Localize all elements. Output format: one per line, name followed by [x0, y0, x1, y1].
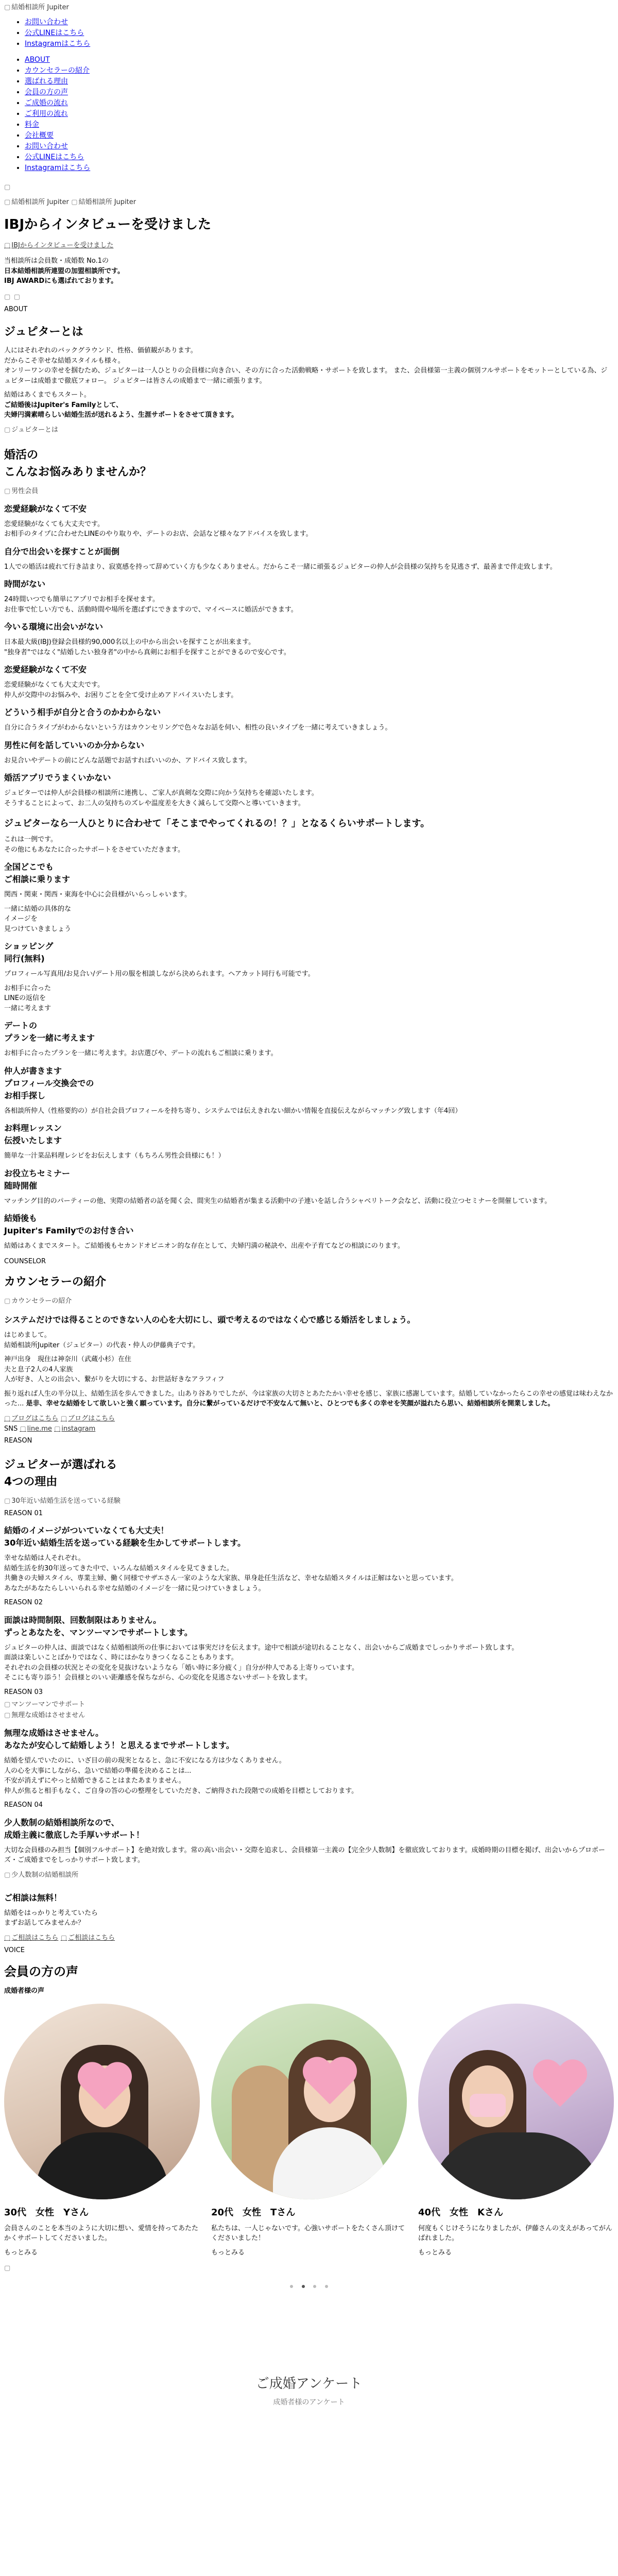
- about-text-2: 結婚はあくまでもスタート。 ご結婚後はJupiter's Familyとして、 夫婦円満素晴らしい結婚生活が送れるよう、生涯サポートをさせて頂きます。: [4, 391, 238, 419]
- support-line: 一緒に結婚の具体的な: [4, 905, 72, 913]
- worry-text: [4, 756, 614, 766]
- voice-more-3[interactable]: もっとみる: [418, 2248, 452, 2257]
- heart-icon: [301, 2058, 358, 2109]
- worry-line: 自分に合うタイプがわからないという方はカウンセリングで色々なお話を伺い、相性の良いタイプを一緒に考えていきましょう。: [4, 724, 392, 732]
- voice-text-2: 私たちは、一人じゃないです。心強いサポートをたくさん頂けてくださいました！: [211, 2224, 405, 2242]
- counselor-title: カウンセラーの紹介: [4, 1276, 107, 1289]
- reason-image: ▢ マンツーマンでサポート: [4, 1700, 85, 1710]
- logo[interactable]: [4, 2, 614, 13]
- worry-line: 恋愛経験がなくても大丈夫です。: [4, 520, 104, 528]
- worry-line: "独身者"ではなく"結婚したい独身者"の中から真剣にお相手を探すことができるので安心です。: [4, 648, 290, 656]
- voice-subtitle: 成婚者様の声: [4, 1987, 45, 1995]
- support-line: イメージを: [4, 915, 38, 923]
- voice-photo-1: [4, 2004, 200, 2199]
- worry-title: 恋愛経験がなくて不安: [4, 665, 87, 674]
- support-title-line: 随時開催: [4, 1180, 38, 1191]
- support-title: [4, 940, 614, 965]
- hero-image-2: ▢ 結婚相談所 Jupiter: [71, 197, 136, 208]
- sns-label: SNS: [4, 1425, 18, 1433]
- nav-flow-marriage[interactable]: ご成婚の流れ: [25, 99, 68, 107]
- support-title-line: プロフィール交換会での: [4, 1078, 94, 1088]
- reason-line: それぞれの会員様の状況とその変化を見抜けないようなら「婚い時に多分疲く」自分が仲人である上寄りっています。: [4, 1664, 358, 1672]
- worry-text: [4, 637, 614, 657]
- voice-photo-1-body: [35, 2132, 169, 2199]
- worry-title: どういう相手が自分と合うのかわからない: [4, 707, 161, 717]
- nav-counselor[interactable]: カウンセラーの紹介: [25, 66, 90, 75]
- support-text: [4, 904, 614, 935]
- counselor-message: 振り返れば人生の半分以上、結婚生活を歩んできました。山あり谷ありでしたが、今は家族の大切さとあたたかい幸せを感じ、家族に感謝しています。結婚していなかったらこの幸せの感覚は味わえなかった... 是非、幸せな結婚をして欲しいと強く願っています。自分に繋がっているだけで不安なんて無いと、ひとつでも多くの幸せを笑顔が溢れたら思い、結婚相談所を開業しました。: [4, 1389, 613, 1408]
- voice-text-3: 何度もくじけそうになりましたが、伊藤さんの支えがあってがんばれました。: [418, 2224, 612, 2242]
- support-text: [4, 1196, 614, 1207]
- support-title: [4, 861, 614, 886]
- support-text: [4, 984, 614, 1014]
- interview-link[interactable]: ▢ IBJからインタビューを受けました: [4, 241, 113, 251]
- support-text: [4, 1151, 614, 1161]
- carousel-dots: [4, 2281, 614, 2292]
- nav-contact[interactable]: お問い合わせ: [25, 142, 68, 150]
- reason-title-line: 結婚のイメージがついていなくても大丈夫！: [4, 1526, 169, 1535]
- blog-link-2[interactable]: ▢ ブログはこちら: [61, 1414, 115, 1424]
- mask-icon: [470, 2094, 506, 2117]
- interview-title: IBJからインタビューを受けました: [4, 217, 212, 232]
- voice-photo-2: [211, 2004, 407, 2199]
- reason-title-line: あなたが安心して結婚しよう！と思えるまでサポートします。: [4, 1740, 234, 1750]
- consult-link-1[interactable]: ▢ ご相談はこちら: [4, 1933, 58, 1943]
- logo-image[interactable]: ▢ 結婚相談所 Jupiter: [4, 3, 69, 13]
- line-icon[interactable]: ▢ line.me: [20, 1424, 52, 1434]
- reason-number: REASON 01: [4, 1509, 43, 1517]
- worries-title: 婚活の こんなお悩みありませんか？: [4, 448, 152, 479]
- reason-number: REASON 02: [4, 1599, 43, 1606]
- carousel-dot-2[interactable]: [302, 2285, 305, 2288]
- support-title: [4, 1212, 614, 1237]
- reason-image: ▢ 30年近い結婚生活を送っている経験: [4, 1496, 121, 1506]
- support-title: [4, 1122, 614, 1147]
- counselor-lead: システムだけでは得ることのできない人の心を大切にし、頭で考えるのではなく心で感じる婚活をしましょう。: [4, 1315, 416, 1325]
- reason-title-line: 無理な成婚はさせません。: [4, 1728, 104, 1738]
- nav-price[interactable]: 料金: [25, 121, 39, 129]
- reason-text: [4, 1643, 614, 1683]
- hero-image: ▢ 結婚相談所 Jupiter: [4, 197, 69, 208]
- reason-line: 共働きの夫婦スタイル、専業主婦、働く同様でサザエさん一家のような大家族、単身赴任生活など、幸せな結婚スタイルは正解はないと思っています。: [4, 1574, 458, 1582]
- reason-number: REASON 03: [4, 1688, 43, 1696]
- nav-reason[interactable]: 選ばれる理由: [25, 77, 68, 86]
- voice-image-small: [4, 2263, 11, 2274]
- about-image-2: [14, 292, 21, 302]
- reason-title-line: 少人数制の結婚相談所なので、: [4, 1817, 119, 1827]
- page: [4, 0, 614, 2408]
- reason-title: ジュピターが選ばれる 4つの理由: [4, 1458, 117, 1488]
- reason-line: ジュピターの仲人は、面談ではなく結婚相談所の仕事においては事実だけを伝えます。途中で相談が途切れることなく、出会いからご成婚までしっかりサポート致します。: [4, 1643, 519, 1652]
- worry-line: 24時間いつでも簡単にアプリでお相手を探せます。: [4, 596, 159, 603]
- heart-icon: [531, 2060, 588, 2112]
- worry-text: [4, 562, 614, 572]
- worry-title: 恋愛経験がなくて不安: [4, 503, 87, 514]
- nav-voice[interactable]: 会員の方の声: [25, 88, 68, 96]
- top-link-line[interactable]: 公式LINEはこちら: [25, 29, 84, 37]
- worry-text: [4, 595, 614, 615]
- support-line: LINEの返信を: [4, 994, 46, 1002]
- support-text: [4, 890, 614, 900]
- top-links: [4, 17, 614, 49]
- reason-title: [4, 1727, 614, 1752]
- worry-line: 仲人が交際中のお悩みや、お困りごとを全て受け止めアドバイスいたします。: [4, 691, 238, 699]
- reason-line: 結婚生活を約30年送ってきた中で、いろんな結婚スタイルを見てきました。: [4, 1564, 234, 1572]
- blog-link-1[interactable]: ▢ ブログはこちら: [4, 1414, 58, 1424]
- reason-text: [4, 1553, 614, 1594]
- free-consult-title: ご相談は無料！: [4, 1892, 62, 1903]
- instagram-icon[interactable]: ▢ instagram: [54, 1424, 95, 1434]
- nav-about[interactable]: ABOUT: [25, 56, 50, 64]
- counselor-profile: 神戸出身 現住は神奈川（武蔵小杉）在住 夫と息子2人の4人家族 人が好き、人との出会い、繋がりを大切にする、お世話好きなアラフィフ: [4, 1355, 225, 1383]
- voice-label: VOICE: [4, 1946, 25, 1954]
- support-title-line: デートの: [4, 1021, 38, 1030]
- support-line: 各相談所仲人（性格要約の）が自社会員プロフィールを持ち寄り、システムでは伝えきれない細かい情報を直接伝えながらマッチング致します（年4回）: [4, 1107, 462, 1115]
- reason-title-line: 面談は時間制限、回数制限はありません。: [4, 1615, 161, 1625]
- worry-line: お仕事で忙しい方でも、活動時間や場所を選ばずにできますので、マイペースに婚活ができます。: [4, 605, 298, 614]
- survey-title: ご成婚アンケート: [255, 2376, 363, 2392]
- heart-icon: [76, 2063, 133, 2114]
- worry-line: 日本最大級(IBJ)登録会員様約90,000名以上の中から出会いを探すことが出来ます。: [4, 638, 255, 646]
- hero-image-small: [4, 182, 11, 193]
- about-image: ▢ ジュピターとは: [4, 425, 58, 435]
- support-text: [4, 1048, 614, 1059]
- reason-text: [4, 1756, 614, 1796]
- support-title-line: Jupiter's Familyでのお付き合い: [4, 1226, 134, 1235]
- voice-card-2[interactable]: [211, 2004, 407, 2258]
- support-list: [4, 861, 614, 1251]
- worry-text: [4, 680, 614, 700]
- worry-title: 婚活アプリでうまくいかない: [4, 773, 111, 783]
- reason-line: 幸せな結婚は人それぞれ。: [4, 1554, 85, 1562]
- worries-image: ▢ 男性会員: [4, 486, 38, 497]
- reason-line: 人の心を大事にしながら、急いで結婚の準備を決めることは...: [4, 1767, 192, 1775]
- counselor-label: COUNSELOR: [4, 1257, 46, 1265]
- reason-image: ▢ 少人数制の結婚相談所: [4, 1870, 78, 1880]
- nav-instagram[interactable]: Instagramはこちら: [25, 164, 91, 172]
- support-title-line: プランを一緒に考えます: [4, 1033, 95, 1043]
- voice-title: 会員の方の声: [4, 1964, 78, 1979]
- reason-line: 面談は楽しいことばかりではなく、時にはかなりきつくなることもあります。: [4, 1654, 238, 1662]
- voice-name-2: 20代 女性 Tさん: [211, 2207, 296, 2218]
- worry-line: ジュピターでは仲人が会員様の相談所に連携し、ご家人が真剣な交際に向かう気持ちを確認いたします。: [4, 789, 318, 797]
- top-link-contact[interactable]: お問い合わせ: [25, 18, 68, 26]
- worry-line: 1人での婚活は疲れて行き詰まり、寂寞感を持って辞めていく方も少なくありません。だからこそ一緒に頑張るジュピターの仲人が会員様の気持ちを見逃さず、最善まで伴走致します。: [4, 563, 557, 571]
- support-title-line: 全国どこでも: [4, 862, 54, 872]
- top-link-instagram[interactable]: Instagramはこちら: [25, 40, 91, 48]
- support-title: [4, 1020, 614, 1044]
- counselor-image: ▢ カウンセラーの紹介: [4, 1296, 72, 1307]
- support-title-line: 同行(無料): [4, 954, 45, 963]
- worry-list: [4, 503, 614, 809]
- nav-company[interactable]: 会社概要: [25, 131, 54, 140]
- support-title-line: お料理レッスン: [4, 1123, 62, 1133]
- support-line: お相手に合った: [4, 984, 52, 992]
- support-title-line: ご相談に乗ります: [4, 874, 71, 884]
- worry-text: [4, 723, 614, 733]
- main-nav: [4, 55, 614, 174]
- reason-number: REASON 04: [4, 1801, 43, 1809]
- reason-label: REASON: [4, 1437, 32, 1445]
- worry-line: 恋愛経験がなくても大丈夫です。: [4, 681, 104, 689]
- support-line: 結婚はあくまでスタート。ご結婚後もセカンドオピニオン的な存在として、夫婦円満の秘訣や、出産や子育てなどの相談にのります。: [4, 1242, 404, 1250]
- support-line: 簡単な一汁菜品料理レシピをお伝えします（もちろん男性会員様にも！）: [4, 1152, 225, 1160]
- support-title-line: ショッピング: [4, 941, 54, 951]
- reason-title: [4, 1524, 614, 1549]
- nav-line[interactable]: 公式LINEはこちら: [25, 153, 84, 161]
- reason-line: 結婚を望んでいたのに、いざ目の前の現実となると、急に不安になる方は少なくありません。: [4, 1757, 286, 1765]
- reason-title-line: 30年近い結婚生活を送っている経験を生かしてサポートします。: [4, 1538, 246, 1548]
- carousel-dot-3[interactable]: [313, 2285, 316, 2288]
- worry-title: 男性に何を話していいのか分からない: [4, 740, 145, 750]
- support-intro: これは一例です。 その他にもあなたに合ったサポートをさせていただきます。: [4, 836, 184, 854]
- support-line: 一緒に考えます: [4, 1004, 52, 1012]
- reason-title-line: 成婚主義に徹底した手厚いサポート！: [4, 1829, 145, 1840]
- voice-more-2[interactable]: もっとみる: [211, 2248, 245, 2257]
- about-title: ジュピターとは: [4, 326, 83, 338]
- voice-name-1: 30代 女性 Yさん: [4, 2207, 89, 2218]
- support-line: 関西・関東・関西・東海を中心に会員様がいらっしゃいます。: [4, 891, 191, 899]
- support-text: [4, 969, 614, 979]
- support-text: [4, 1241, 614, 1251]
- interview-text: 当相談所は会員数・成婚数 No.1の 日本結婚相談所連盟の加盟相談所です。 IBJ AWARDにも選ばれております。: [4, 257, 124, 285]
- voice-more-1[interactable]: もっとみる: [4, 2248, 38, 2257]
- hero: [4, 182, 614, 208]
- support-title-line: 仲人が書きます: [4, 1065, 62, 1076]
- worries-summary: ジュピターなら一人ひとりに合わせて「そこまでやってくれるの！？」となるくらいサポートします。: [4, 818, 430, 829]
- support-line: プロフィール写真用/お見合い/デート用の服を相談しながら決められます。ヘアカット同行も可能です。: [4, 970, 315, 978]
- worry-text: [4, 788, 614, 808]
- reason-title-line: ずっとあなたを、マンツーマンでサポートします。: [4, 1627, 193, 1637]
- voice-card-1[interactable]: [4, 2004, 200, 2258]
- worry-line: お見合いやデートの前にどんな話題でお話すればいいのか、アドバイス致します。: [4, 756, 251, 765]
- reason-image: ▢ 無理な成婚はさせません: [4, 1710, 85, 1721]
- voice-photo-3: [418, 2004, 614, 2199]
- about-image-1: [4, 292, 11, 302]
- reason-title: [4, 1817, 614, 1841]
- worry-title: 時間がない: [4, 579, 46, 589]
- reason-text: [4, 1845, 614, 1866]
- reason-title: [4, 1614, 614, 1639]
- about-text: 人にはそれぞれのバックグラウンド、性格、価値観があります。 だからこそ幸せな結婚スタイルも様々。 オンリーワンの幸せを掴むため、ジュピターは一人ひとりの会員様に向き合い、その方に合った活動戦略・サポートを致します。 また、会員様第一主義の個別フルサポートをモットーとしている為、ジュピターは成婚まで徹底フォロー。 ジュピターは皆さんの成婚まで一緒に頑張ります。: [4, 347, 608, 385]
- support-title-line: お相手探し: [4, 1090, 46, 1100]
- support-title-line: お役立ちセミナー: [4, 1168, 71, 1178]
- worry-line: そうすることによって、お二人の気持ちのズレや温度差を大きく減らして交際へと導いていきます。: [4, 799, 305, 807]
- voice-name-3: 40代 女性 Kさん: [418, 2207, 503, 2218]
- counselor-text: はじめまして。 結婚相談所Jupiter（ジュピター）の代表・仲人の伊藤典子です。: [4, 1331, 200, 1349]
- worry-line: お相手のタイプに合わせたLINEのやり取りや、デートのお店、会話など様々なアドバイスを致します。: [4, 530, 313, 538]
- voice-text-1: 会員さんのことを本当のように大切に想い、愛情を持ってあたたかくサポートしてくださいました。: [4, 2224, 199, 2242]
- support-title: [4, 1065, 614, 1102]
- support-line: 見つけていきましょう: [4, 925, 72, 933]
- reason-line: 大切な会員様のみ担当【個別フルサポート】を絶対致します。常の高い出会い・交際を追求し、会員様第一主義の【完全少人数制】を徹底致しております。成婚時期の目標を掲げ、出会いからプロポーズ・ご成婚までをしっかりサポート致します。: [4, 1846, 605, 1864]
- voice-card-3[interactable]: [418, 2004, 614, 2258]
- voice-carousel[interactable]: [4, 2004, 614, 2258]
- reason-list: [4, 1509, 614, 1880]
- carousel-dot-4[interactable]: [325, 2285, 328, 2288]
- support-line: お相手に合ったプランを一緒に考えます。お店選びや、デートの流れもご相談に乗ります。: [4, 1049, 278, 1057]
- worry-title: 今いる環境に出会いがない: [4, 622, 104, 632]
- reason-line: 不安が消えずにやっと結婚できることはまたあまりません。: [4, 1777, 185, 1785]
- carousel-dot-1[interactable]: [290, 2285, 293, 2288]
- support-text: [4, 1106, 614, 1116]
- free-consult-text: 結婚をはっかりと考えていたら まずお話してみませんか？: [4, 1909, 98, 1927]
- reason-line: 仲人が焦ると相手もなく、ご自身の答の心の整理をしていただき、ご納得された段階での成婚を目標としております。: [4, 1787, 358, 1795]
- support-title-line: 伝授いたします: [4, 1136, 62, 1145]
- worry-title: 自分で出会いを探すことが面倒: [4, 546, 120, 556]
- reason-line: あなたがあなたらしいいられる幸せな結婚のイメージを一緒に見つけていきましょう。: [4, 1584, 265, 1592]
- worry-text: [4, 519, 614, 539]
- support-line: マッチング目的のパーティーの他、実際の結婚者の話を聞く会、間実生の結婚者が集まる活動中の子連いを話し合うシャベリトーク会など、活動に役立つセミナーを開催しています。: [4, 1197, 552, 1205]
- nav-flow-usage[interactable]: ご利用の流れ: [25, 110, 68, 118]
- reason-line: そこにも寄り添う！会員様とのいい距離感を保ちながら、心の変化を見逃さないサポートを致します。: [4, 1674, 312, 1682]
- consult-link-2[interactable]: ▢ ご相談はこちら: [61, 1933, 115, 1943]
- support-title: [4, 1167, 614, 1192]
- survey-subtitle: 成婚者様のアンケート: [273, 2398, 345, 2406]
- support-title-line: 結婚後も: [4, 1213, 38, 1223]
- about-label: ABOUT: [4, 305, 28, 313]
